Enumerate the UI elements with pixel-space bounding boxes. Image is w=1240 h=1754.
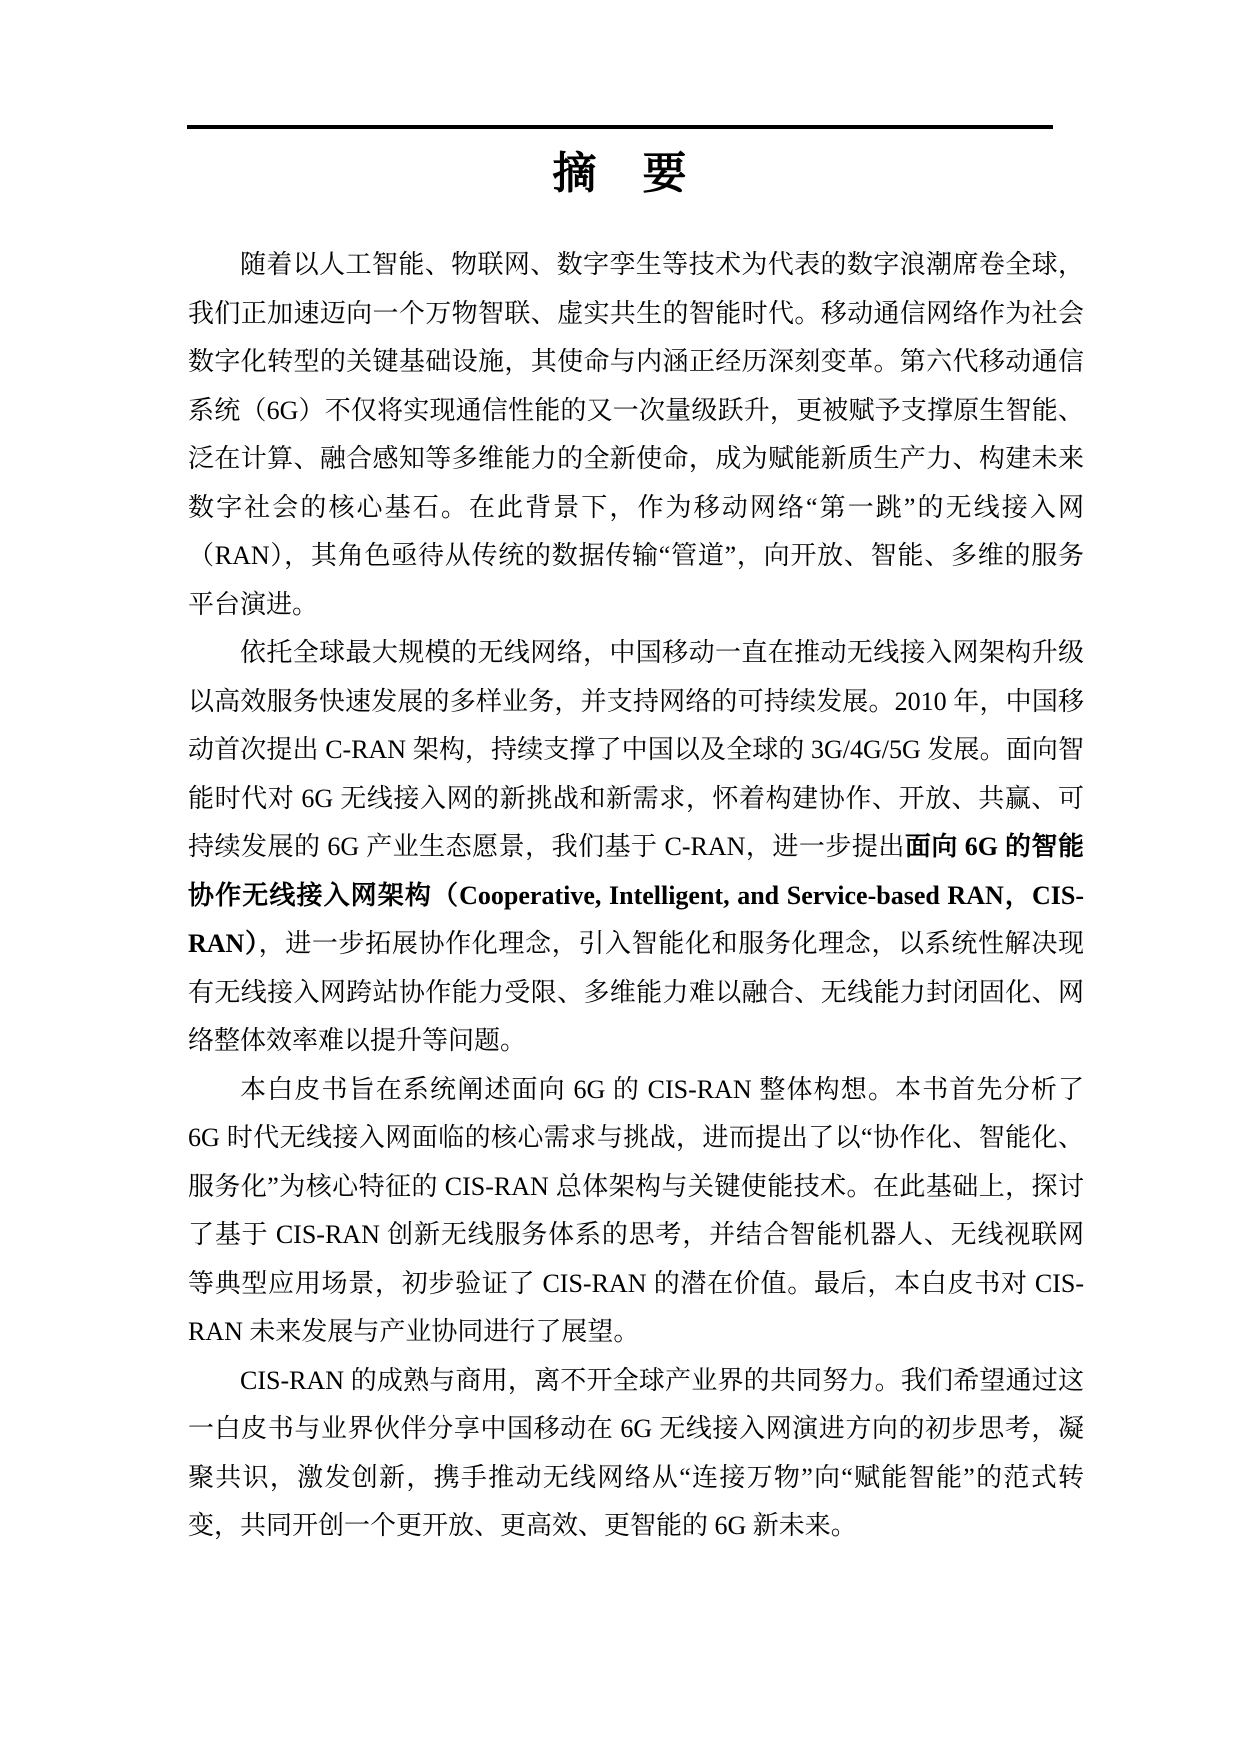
paragraph-4 bbox=[188, 1357, 1084, 1551]
paragraph-3 bbox=[188, 1066, 1084, 1357]
text-run: 依托全球最大规模的无线网络，中国移动一直在推动无线接入网架构升级以高效服务快速发展的多样业务，并支持网络的可持续发展。2010 年，中国移动首次提出 C-RAN 架构，持续支撑了中国以及全球的 3G/4G/5G 发展。面向智能时代对 6G 无线接入网的新挑战和新需求，怀着构建协作、开放、共赢、可持续发展的 6G 产业生态愿景，我们基于 C-RAN，进一步提出 bbox=[188, 638, 1084, 861]
abstract-content bbox=[188, 241, 1084, 1551]
text-run: ，进一步拓展协作化理念，引入智能化和服务化理念，以系统性解决现有无线接入网跨站协作能力受限、多维能力难以融合、无线能力封闭固化、网络整体效率难以提升等问题。 bbox=[188, 929, 1084, 1055]
paragraph-2 bbox=[188, 629, 1084, 1066]
bold-text-run: 面向 6G 的智能协作无线接入网架构（Cooperative, Intelligent, and Service-based RAN，CIS-RAN） bbox=[188, 832, 1084, 958]
paragraph-1 bbox=[188, 241, 1084, 629]
text-run: 本白皮书旨在系统阐述面向 6G 的 CIS-RAN 整体构想。本书首先分析了 6G 时代无线接入网面临的核心需求与挑战，进而提出了以“协作化、智能化、服务化”为核心特征的 CIS-RAN 总体架构与关键使能技术。在此基础上，探讨了基于 CIS-RAN 创新无线服务体系的思考，并结合智能机器人、无线视联网等典型应用场景，初步验证了 CIS-RAN 的潜在价值。最后，本白皮书对 CIS-RAN 未来发展与产业协同进行了展望。 bbox=[188, 1074, 1084, 1346]
page-title: 摘 要 bbox=[552, 149, 688, 198]
header-rule bbox=[187, 125, 1053, 129]
text-run: 随着以人工智能、物联网、数字孪生等技术为代表的数字浪潮席卷全球，我们正加速迈向一个万物智联、虚实共生的智能时代。移动通信网络作为社会数字化转型的关键基础设施，其使命与内涵正经历深刻变革。第六代移动通信系统（6G）不仅将实现通信性能的又一次量级跃升，更被赋予支撑原生智能、泛在计算、融合感知等多维能力的全新使命，成为赋能新质生产力、构建未来数字社会的核心基石。在此背景下，作为移动网络“第一跳”的无线接入网（RAN），其角色亟待从传统的数据传输“管道”，向开放、智能、多维的服务平台演进。 bbox=[188, 250, 1084, 619]
text-run: CIS-RAN 的成熟与商用，离不开全球产业界的共同努力。我们希望通过这一白皮书与业界伙伴分享中国移动在 6G 无线接入网演进方向的初步思考，凝聚共识，激发创新，携手推动无线网络从“连接万物”向“赋能智能”的范式转变，共同开创一个更开放、更高效、更智能的 6G 新未来。 bbox=[188, 1365, 1084, 1540]
